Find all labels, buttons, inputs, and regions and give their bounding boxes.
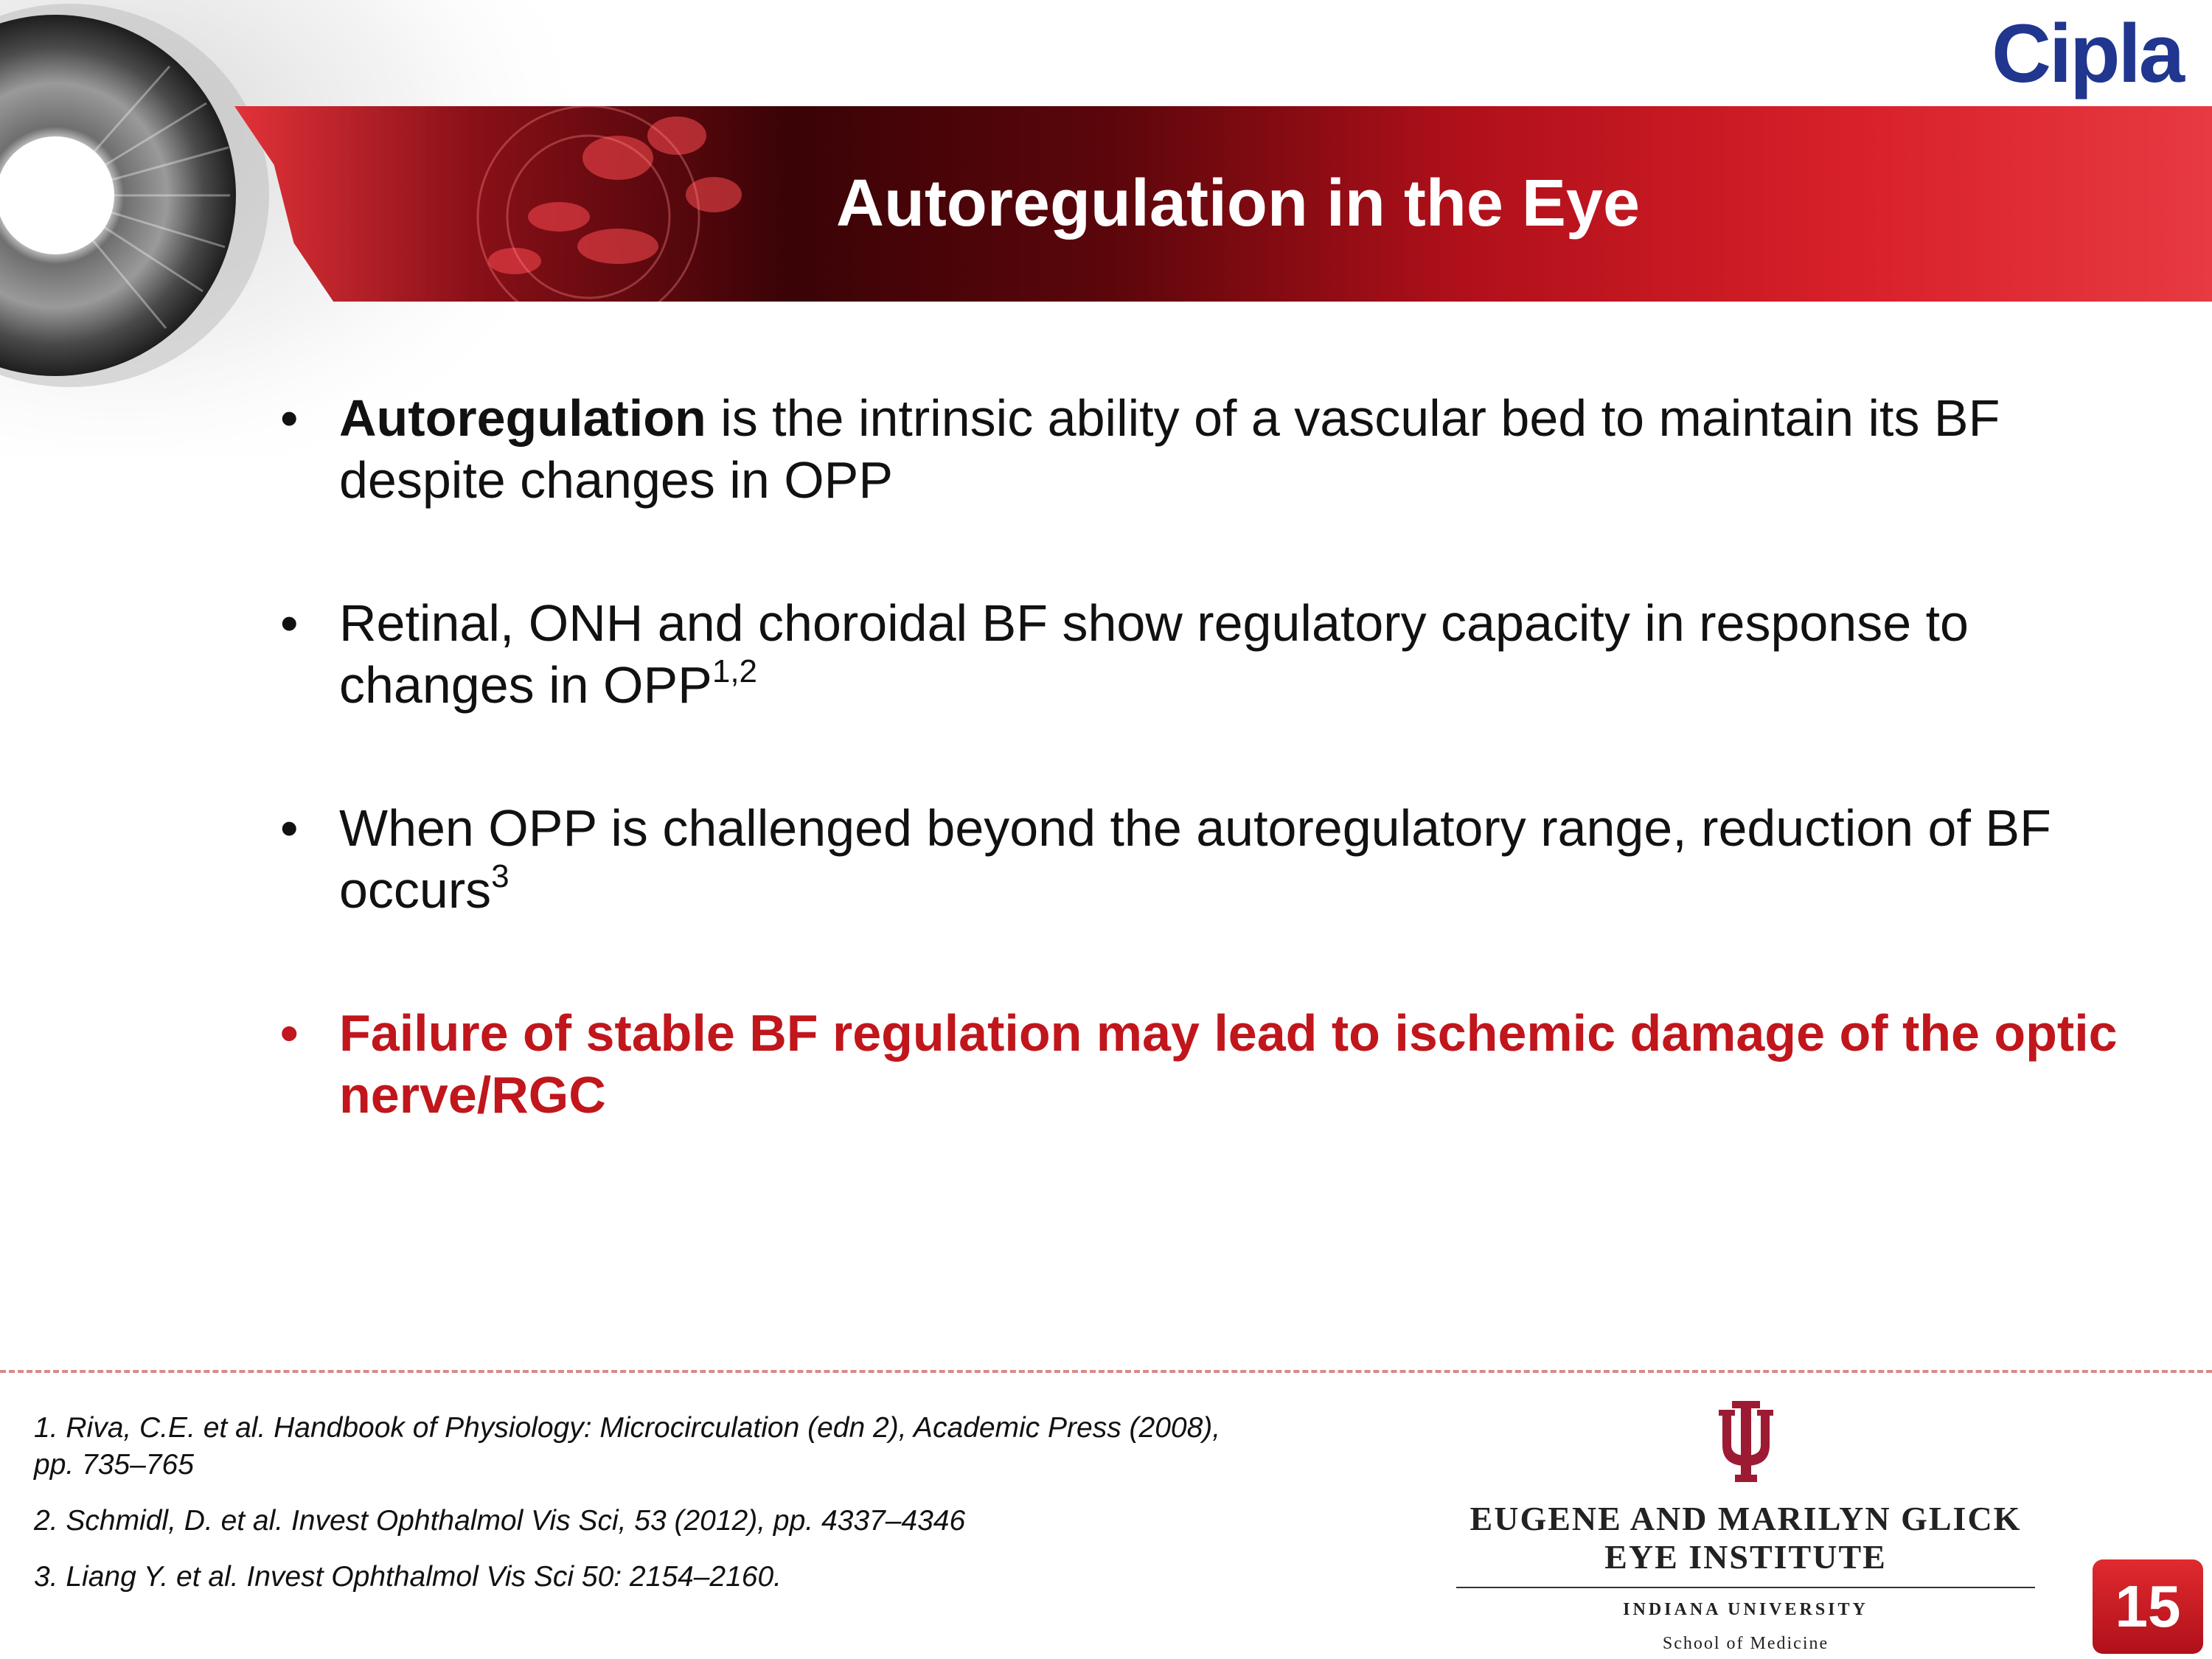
bullet-opp-challenged <box>280 797 2138 921</box>
institute-name-line2: EYE INSTITUTE <box>1604 1538 1887 1576</box>
institute-divider <box>1456 1587 2035 1588</box>
citation-superscript: 1,2 <box>712 653 758 689</box>
institute-university: INDIANA UNIVERSITY <box>1623 1600 1868 1619</box>
bullet-lead-term: Autoregulation <box>339 389 706 447</box>
bullet-text: is the intrinsic ability of a vascular bed to maintain its BF despite changes in OPP <box>339 389 2000 509</box>
reference-item: 2. Schmidl, D. et al. Invest Ophthalmol Vis Sci, 53 (2012), pp. 4337–4346 <box>34 1505 966 1537</box>
iu-trident-icon <box>1713 1401 1779 1482</box>
bullet-autoregulation <box>280 387 2138 511</box>
bullet-list <box>280 387 2138 1207</box>
glick-eye-institute-logo <box>1456 1401 2035 1655</box>
citation-superscript: 3 <box>491 858 509 894</box>
bullet-text: When OPP is challenged beyond the autoregulatory range, reduction of BF occurs <box>339 799 2051 919</box>
bullet-marker: • <box>280 799 299 857</box>
bullet-marker: • <box>280 1004 299 1062</box>
slide-title: Autoregulation in the Eye <box>835 167 1641 240</box>
institute-name-line1: EUGENE AND MARILYN GLICK <box>1470 1500 2022 1537</box>
bullet-regulatory-capacity <box>280 592 2138 716</box>
reference-item: 3. Liang Y. et al. Invest Ophthalmol Vis Sci 50: 2154–2160. <box>34 1561 782 1593</box>
bullet-marker: • <box>280 389 299 447</box>
bullet-ischemic-damage <box>280 1002 2138 1126</box>
cipla-logo: Cipla <box>1992 7 2183 100</box>
bullet-marker: • <box>280 594 299 652</box>
bullet-text: Failure of stable BF regulation may lead to ischemic damage of the optic nerve/RGC <box>339 1004 2118 1124</box>
references <box>34 1410 1243 1615</box>
page-number-badge: 15 <box>2093 1559 2203 1654</box>
institute-school: School of Medicine <box>1662 1634 1829 1653</box>
bullet-text: Retinal, ONH and choroidal BF show regulatory capacity in response to changes in OPP <box>339 594 1969 714</box>
footer-divider <box>0 1370 2212 1373</box>
reference-item: 1. Riva, C.E. et al. Handbook of Physiology: Microcirculation (edn 2), Academic Press (2008), pp. 735–765 <box>34 1412 1221 1481</box>
